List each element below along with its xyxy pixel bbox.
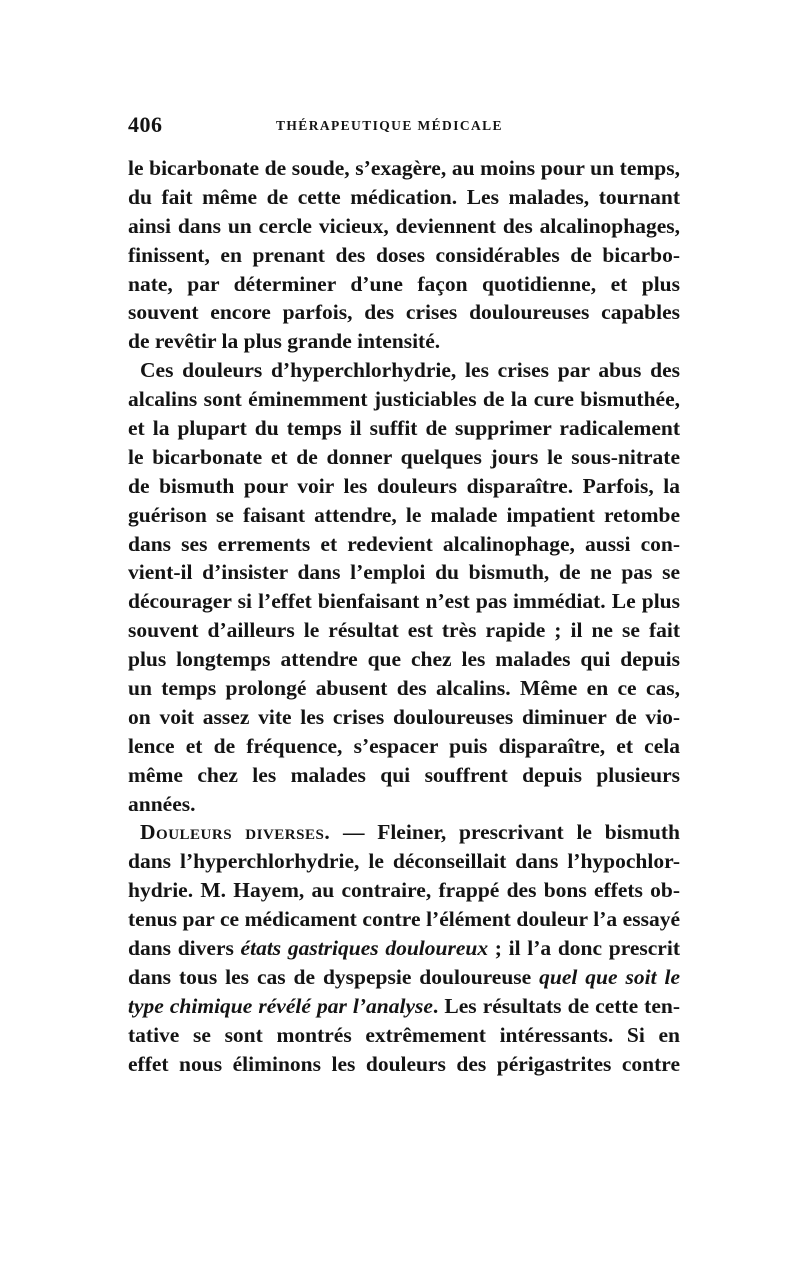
running-title: THÉRAPEUTIQUE MÉDICALE xyxy=(276,118,503,133)
text-line: guérison se faisant attendre, le malade impatient retombe xyxy=(128,502,680,527)
italic-run: type chimique révélé par l’analyse xyxy=(128,993,433,1018)
text-line: et la plupart du temps il suffit de supprimer radicalement xyxy=(128,416,680,441)
text-line: le bicarbonate et de donner quelques jours le sous-nitrate xyxy=(128,444,680,469)
text-line: décourager si l’effet bienfaisant n’est pas immédiat. Le plus xyxy=(128,589,680,614)
text-line: ainsi dans un cercle vicieux, deviennent des alcalinophages, xyxy=(128,213,680,238)
italic-run: états gastriques douloureux xyxy=(240,936,489,961)
text-line: tenus par ce médicament contre l’élément douleur l’a essayé xyxy=(128,907,680,932)
page-number: 406 xyxy=(128,112,163,137)
text-line: effet nous éliminons les douleurs des périgastrites contre xyxy=(128,1051,680,1076)
text-line: hydrie. M. Hayem, au contraire, frappé des bons effets ob- xyxy=(128,878,680,903)
text-line: lence et de fréquence, s’espacer puis disparaître, et cela xyxy=(128,733,680,758)
text-line xyxy=(128,963,680,992)
text-line: le bicarbonate de soude, s’exagère, au moins pour un temps, xyxy=(128,156,680,180)
italic-run: quel que soit le xyxy=(539,964,680,989)
text-line: même chez les malades qui souffrent depuis plusieurs xyxy=(128,762,680,787)
text-line: finissent, en prenant des doses considérables de bicarbo- xyxy=(128,242,680,267)
text-line xyxy=(128,934,680,963)
text-line xyxy=(128,818,680,847)
text-line: de bismuth pour voir les douleurs disparaître. Parfois, la xyxy=(128,473,680,498)
text-line: dans ses errements et redevient alcalinophage, aussi con- xyxy=(128,531,680,556)
body-text xyxy=(128,154,680,1079)
text-run: — Fleiner, prescrivant le bismuth xyxy=(330,820,680,845)
text-line: souvent d’ailleurs le résultat est très rapide ; il ne se fait xyxy=(128,618,680,643)
text-line: souvent encore parfois, des crises douloureuses capables xyxy=(128,300,680,325)
text-line: de revêtir la plus grande intensité. xyxy=(128,329,441,354)
text-line: alcalins sont éminemment justiciables de la cure bismuthée, xyxy=(128,387,680,412)
page-header xyxy=(128,112,680,142)
text-line: du fait même de cette médication. Les malades, tournant xyxy=(128,184,680,209)
text-line: années. xyxy=(128,791,196,816)
text-line: nate, par déterminer d’une façon quotidienne, et plus xyxy=(128,271,680,296)
text-line: vient-il d’insister dans l’emploi du bismuth, de ne pas se xyxy=(128,560,680,585)
text-line: Ces douleurs d’hyperchlorhydrie, les crises par abus des xyxy=(140,358,680,383)
text-line: dans l’hyperchlorhydrie, le déconseillait dans l’hypochlor- xyxy=(128,849,680,874)
text-line: plus longtemps attendre que chez les malades qui depuis xyxy=(128,647,680,672)
text-line: tative se sont montrés extrêmement intéressants. Si en xyxy=(128,1022,680,1047)
section-heading: Douleurs diverses. xyxy=(140,820,331,845)
text-line: un temps prolongé abusent des alcalins. Même en ce cas, xyxy=(128,676,680,701)
text-run: dans tous les cas de dyspepsie douloureuse xyxy=(128,964,540,989)
text-run: . Les résultats de cette ten- xyxy=(432,993,680,1018)
text-run: ; il l’a donc prescrit xyxy=(488,936,680,961)
text-run: dans divers xyxy=(128,936,241,961)
text-line xyxy=(128,992,680,1021)
text-line: on voit assez vite les crises douloureuses diminuer de vio- xyxy=(128,704,680,729)
